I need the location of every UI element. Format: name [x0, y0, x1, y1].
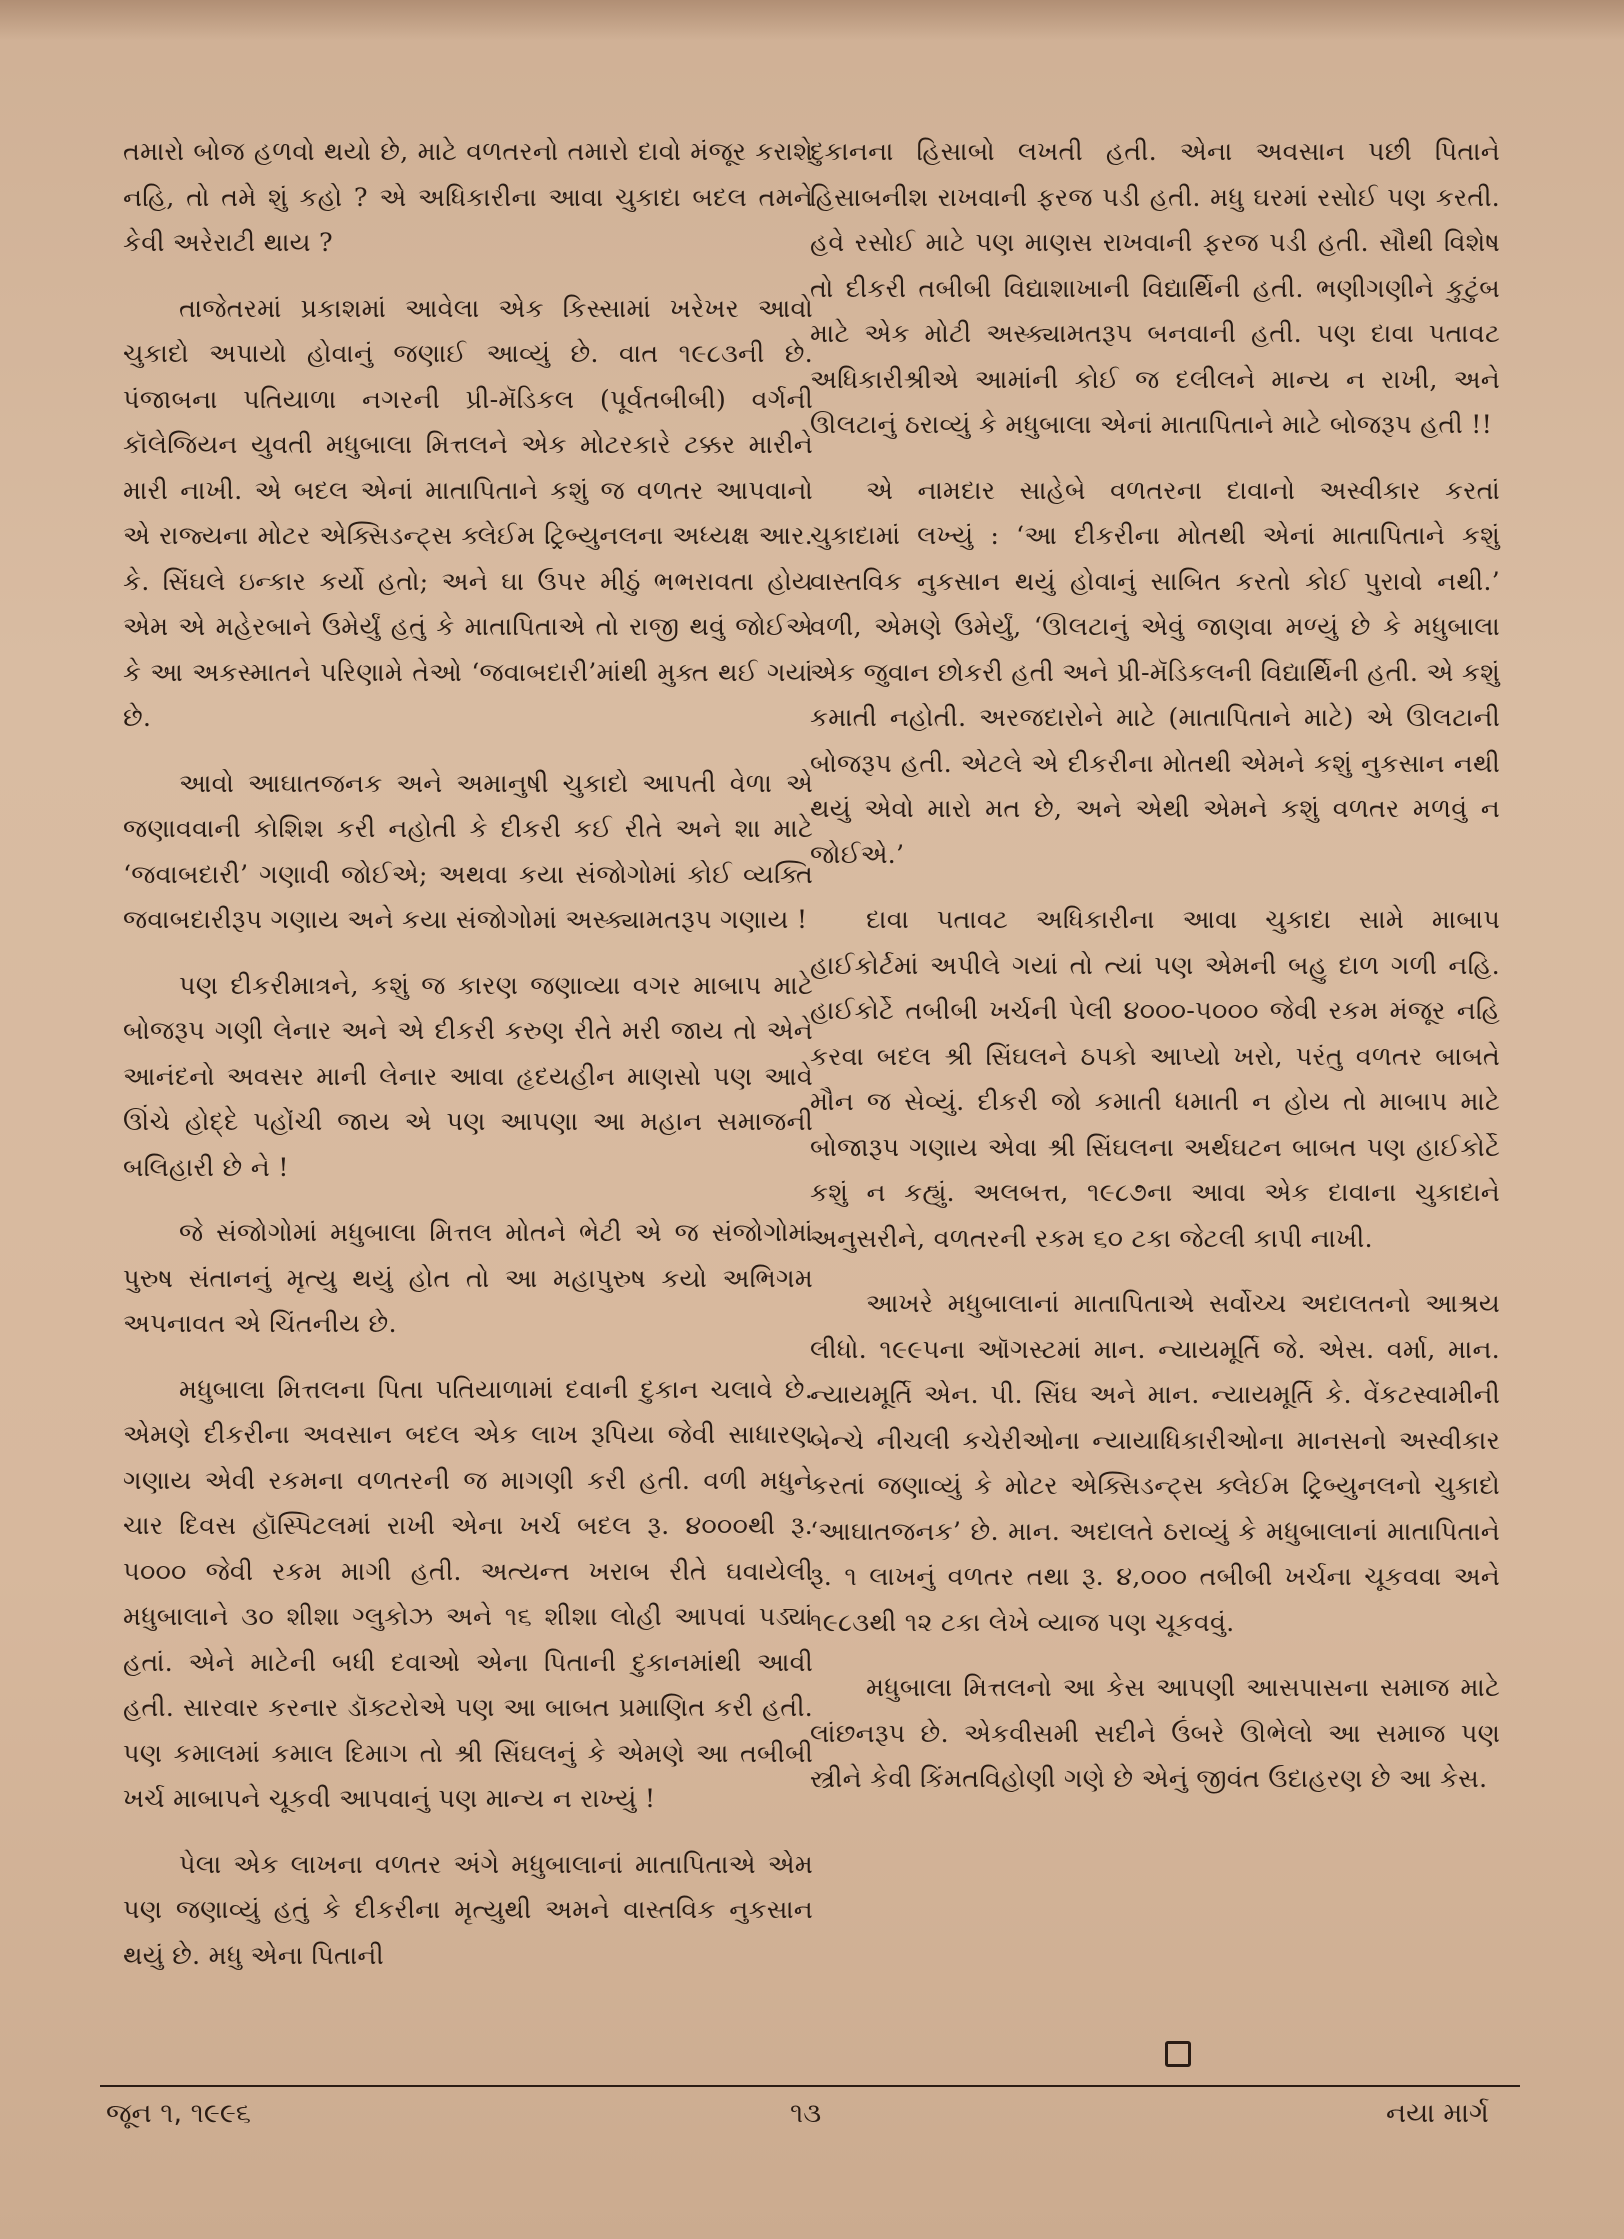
- paragraph: દાવા પતાવટ અધિકારીના આવા ચુકાદા સામે માબાપ હાઈકોર્ટમાં અપીલે ગયાં તો ત્યાં પણ એમની બહુ દાળ ગળી નહિ. હાઈકોર્ટે તબીબી ખર્ચની પેલી ૪૦૦૦-૫૦૦૦ જેવી રકમ મંજૂર નહિ કરવા બદલ શ્રી સિંઘલને ઠપકો આપ્યો ખરો, પરંતુ વળતર બાબતે મૌન જ સેવ્યું. દીકરી જો કમાતી ધમાતી ન હોય તો માબાપ માટે બોજારૂપ ગણાય એવા શ્રી સિંઘલના અર્થઘટન બાબત પણ હાઈકોર્ટે કશું ન કહ્યું. અલબત્ત, ૧૯૮૭ના આવા એક દાવાના ચુકાદાને અનુસરીને, વળતરની રકમ ૬૦ ટકા જેટલી કાપી નાખી.: [810, 905, 1500, 1254]
- left-column: [123, 130, 813, 1999]
- paragraph: જે સંજોગોમાં મધુબાલા મિત્તલ મોતને ભેટી એ જ સંજોગોમાં પુરુષ સંતાનનું મૃત્યુ થયું હોત તો આ મહાપુરુષ કયો અભિગમ અપનાવત એ ચિંતનીય છે.: [123, 1218, 813, 1339]
- magazine-name: નયા માર્ગ: [1386, 2098, 1489, 2129]
- paragraph: આખરે મધુબાલાનાં માતાપિતાએ સર્વોચ્ચ અદાલતનો આશ્રય લીધો. ૧૯૯૫ના ઑગસ્ટમાં માન. ન્યાયમૂર્તિ જે. એસ. વર્મા, માન. ન્યાયમૂર્તિ એન. પી. સિંઘ અને માન. ન્યાયમૂર્તિ કે. વેંકટસ્વામીની બેન્ચે નીચલી કચેરીઓના ન્યાયાધિકારીઓના માનસનો અસ્વીકાર કરતાં જણાવ્યું કે મોટર એક્સિડન્ટ્સ ક્લેઈમ ટ્રિબ્યુનલનો ચુકાદો ‘આઘાતજનક’ છે. માન. અદાલતે ઠરાવ્યું કે મધુબાલાનાં માતાપિતાને રૂ. ૧ લાખનું વળતર તથા રૂ. ૪,૦૦૦ તબીબી ખર્ચના ચૂકવવા અને ૧૯૮૩થી ૧૨ ટકા લેખે વ્યાજ પણ ચૂકવવું.: [810, 1289, 1500, 1638]
- paragraph: એ નામદાર સાહેબે વળતરના દાવાનો અસ્વીકાર કરતાં ચુકાદામાં લખ્યું : ‘આ દીકરીના મોતથી એનાં માતાપિતાને કશું વાસ્તવિક નુકસાન થયું હોવાનું સાબિત કરતો કોઈ પુરાવો નથી.’ વળી, એમણે ઉમેર્યું, ‘ઊલટાનું એવું જાણવા મળ્યું છે કે મધુબાલા એક જુવાન છોકરી હતી અને પ્રી-મૅડિકલની વિદ્યાર્થિની હતી. એ કશું કમાતી નહોતી. અરજદારોને માટે (માતાપિતાને માટે) એ ઊલટાની બોજરૂપ હતી. એટલે એ દીકરીના મોતથી એમને કશું નુકસાન નથી થયું એવો મારો મત છે, અને એથી એમને કશું વળતર મળવું ન જોઈએ.’: [810, 475, 1500, 870]
- footer-date: જૂન ૧, ૧૯૯૬: [106, 2098, 251, 2129]
- end-of-article-square-icon: [1165, 2041, 1191, 2067]
- paragraph: આવો આઘાતજનક અને અમાનુષી ચુકાદો આપતી વેળા એ જણાવવાની કોશિશ કરી નહોતી કે દીકરી કઈ રીતે અને શા માટે ‘જવાબદારી’ ગણાવી જોઈએ; અથવા કયા સંજોગોમાં કોઈ વ્યક્તિ જવાબદારીરૂપ ગણાય અને કયા સંજોગોમાં અસ્ક્યામતરૂપ ગણાય !: [123, 768, 813, 935]
- paragraph: પેલા એક લાખના વળતર અંગે મધુબાલાનાં માતાપિતાએ એમ પણ જણાવ્યું હતું કે દીકરીના મૃત્યુથી અમને વાસ્તવિક નુકસાન થયું છે. મધુ એના પિતાની: [123, 1849, 813, 1971]
- paragraph-continuation: તમારો બોજ હળવો થયો છે, માટે વળતરનો તમારો દાવો મંજૂર કરાશે નહિ, તો તમે શું કહો ? એ અધિકારીના આવા ચુકાદા બદલ તમને કેવી અરેરાટી થાય ?: [123, 137, 813, 258]
- paragraph: મધુબાલા મિત્તલનો આ કેસ આપણી આસપાસના સમાજ માટે લાંછનરૂપ છે. એકવીસમી સદીને ઉંબરે ઊભેલો આ સમાજ પણ સ્ત્રીને કેવી કિંમતવિહોણી ગણે છે એનું જીવંત ઉદાહરણ છે આ કેસ.: [810, 1673, 1500, 1794]
- footer-divider: [100, 2085, 1520, 2087]
- page-number: ૧૩: [790, 2098, 822, 2129]
- paragraph-continuation: દુકાનના હિસાબો લખતી હતી. એના અવસાન પછી પિતાને હિસાબનીશ રાખવાની ફરજ પડી હતી. મધુ ઘરમાં રસોઈ પણ કરતી. હવે રસોઈ માટે પણ માણસ રાખવાની ફરજ પડી હતી. સૌથી વિશેષ તો દીકરી તબીબી વિદ્યાશાખાની વિદ્યાર્થિની હતી. ભણીગણીને કુટુંબ માટે એક મોટી અસ્ક્યામતરૂપ બનવાની હતી. પણ દાવા પતાવટ અધિકારીશ્રીએ આમાંની કોઈ જ દલીલને માન્ય ન રાખી, અને ઊલટાનું ઠરાવ્યું કે મધુબાલા એનાં માતાપિતાને માટે બોજરૂપ હતી !!: [810, 137, 1500, 440]
- page-top-shadow: [0, 0, 1624, 40]
- paragraph: મધુબાલા મિત્તલના પિતા પતિયાળામાં દવાની દુકાન ચલાવે છે. એમણે દીકરીના અવસાન બદલ એક લાખ રૂપિયા જેવી સાધારણ ગણાય એવી રકમના વળતરની જ માગણી કરી હતી. વળી મધુને ચાર દિવસ હૉસ્પિટલમાં રાખી એના ખર્ચ બદલ રૂ. ૪૦૦૦થી રૂ. ૫૦૦૦ જેવી રકમ માગી હતી. અત્યન્ત ખરાબ રીતે ઘવાયેલી મધુબાલાને ૩૦ શીશા ગ્લુકોઝ અને ૧૬ શીશા લોહી આપવાં પડ્યાં હતાં. એને માટેની બધી દવાઓ એના પિતાની દુકાનમાંથી આવી હતી. સારવાર કરનાર ડૉક્ટરોએ પણ આ બાબત પ્રમાણિત કરી હતી. પણ કમાલમાં કમાલ દિમાગ તો શ્રી સિંઘલનું કે એમણે આ તબીબી ખર્ચ માબાપને ચૂકવી આપવાનું પણ માન્ય ન રાખ્યું !: [123, 1374, 813, 1814]
- paragraph: પણ દીકરીમાત્રને, કશું જ કારણ જણાવ્યા વગર માબાપ માટે બોજરૂપ ગણી લેનાર અને એ દીકરી કરુણ રીતે મરી જાય તો એને આનંદનો અવસર માની લેનાર આવા હૃદયહીન માણસો પણ આવે ઊંચે હોદ્દે પહોંચી જાય એ પણ આપણા આ મહાન સમાજની બલિહારી છે ને !: [123, 970, 813, 1183]
- paragraph: તાજેતરમાં પ્રકાશમાં આવેલા એક કિસ્સામાં ખરેખર આવો ચુકાદો અપાયો હોવાનું જણાઈ આવ્યું છે. વાત ૧૯૮૩ની છે. પંજાબના પતિયાળા નગરની પ્રી-મૅડિકલ (પૂર્વતબીબી) વર્ગની કૉલેજિયન યુવતી મધુબાલા મિત્તલને એક મોટરકારે ટક્કર મારીને મારી નાખી. એ બદલ એનાં માતાપિતાને કશું જ વળતર આપવાનો એ રાજ્યના મોટર એક્સિડન્ટ્સ ક્લેઈમ ટ્રિબ્યુનલના અધ્યક્ષ આર. કે. સિંઘલે ઇન્કાર કર્યો હતો; અને ઘા ઉપર મીઠું ભભરાવતા હોય એમ એ મહેરબાને ઉમેર્યું હતું કે માતાપિતાએ તો રાજી થવું જોઈએ કે આ અકસ્માતને પરિણામે તેઓ ‘જવાબદારી’માંથી મુક્ત થઈ ગયાં છે.: [123, 293, 813, 733]
- right-column: [810, 130, 1500, 1823]
